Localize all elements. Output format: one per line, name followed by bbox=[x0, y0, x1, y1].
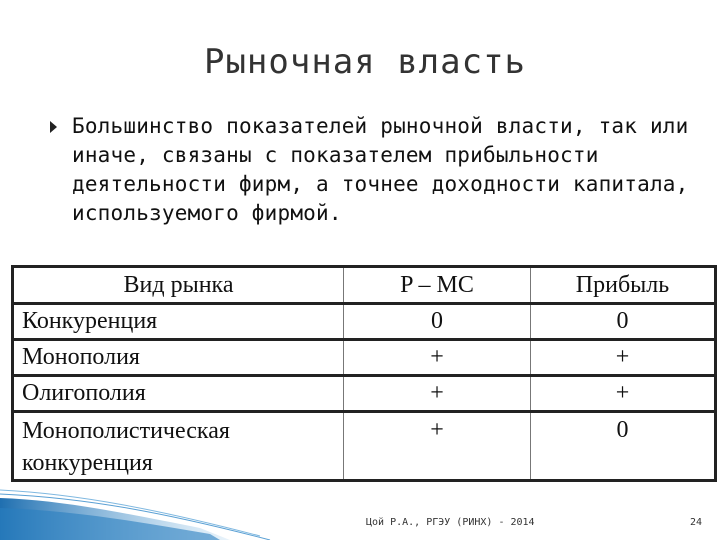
cell-market-type: Олигополия bbox=[13, 376, 344, 412]
corner-wave-decoration bbox=[0, 470, 300, 540]
footer-author: Цой Р.А., РГЭУ (РИНХ) - 2014 bbox=[366, 517, 535, 528]
cell-p-mc: 0 bbox=[344, 304, 531, 340]
slide-title: Рыночная власть bbox=[203, 42, 527, 82]
table-row bbox=[13, 376, 716, 412]
cell-profit: 0 bbox=[531, 412, 716, 481]
table-row bbox=[13, 304, 716, 340]
cell-p-mc: + bbox=[344, 376, 531, 412]
bullet-arrow-icon bbox=[50, 121, 57, 133]
cell-p-mc: + bbox=[344, 340, 531, 376]
cell-market-type: Монополия bbox=[13, 340, 344, 376]
cell-profit: + bbox=[531, 340, 716, 376]
bullet-item bbox=[50, 112, 690, 228]
table-header-row bbox=[13, 267, 716, 304]
bullet-text: Большинство показателей рыночной власти, так или иначе, связаны с показателем прибыльности деятельности фирм, а точнее доходности капитала, используемого фирмой. bbox=[72, 114, 689, 225]
page-number: 24 bbox=[690, 517, 703, 528]
header-p-mc: P – MC bbox=[344, 267, 531, 304]
cell-profit: + bbox=[531, 376, 716, 412]
cell-market-type: Конкуренция bbox=[13, 304, 344, 340]
table-row bbox=[13, 340, 716, 376]
header-profit: Прибыль bbox=[531, 267, 716, 304]
header-market-type: Вид рынка bbox=[13, 267, 344, 304]
cell-profit: 0 bbox=[531, 304, 716, 340]
market-table bbox=[11, 265, 717, 482]
cell-p-mc: + bbox=[344, 412, 531, 481]
cell-market-type: Монополистическая конкуренция bbox=[13, 412, 344, 481]
